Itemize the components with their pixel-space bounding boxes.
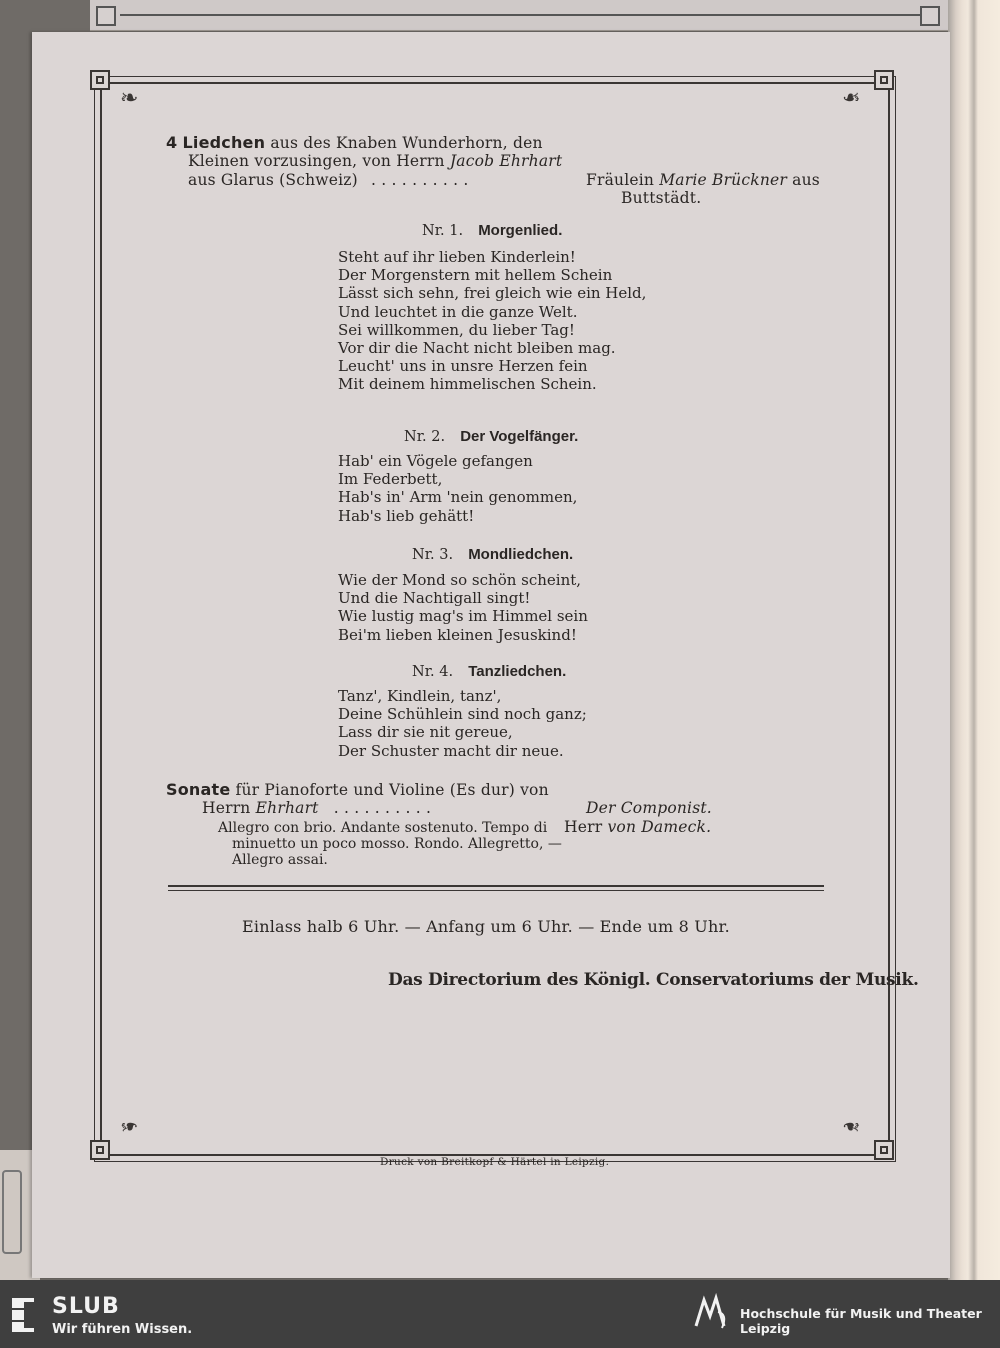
verse-line: Mit deinem himmelischen Schein. (338, 375, 597, 394)
leader-dots: . . . . . . . . . . (371, 171, 469, 189)
frame-scroll-ornament: ❧ (842, 86, 861, 111)
item-liedchen-line3 (188, 171, 468, 189)
performer-name: von Dameck. (607, 818, 712, 836)
verse-line: Hab' ein Vögele gefangen (338, 452, 533, 470)
item-sonate-line1 (166, 780, 549, 799)
composer-name: Ehrhart (255, 799, 319, 817)
page-stack-edge (948, 0, 1000, 1280)
song-title: Mondliedchen. (468, 546, 574, 563)
item-description: Kleinen vorzusingen, von Herrn (188, 152, 445, 170)
verse-line: Der Schuster macht dir neue. (338, 741, 564, 760)
verse-line: Lässt sich sehn, frei gleich wie ein Held, (338, 284, 647, 303)
verse-line: Lass dir sie nit gereue, (338, 723, 513, 742)
frame-scroll-ornament: ❧ (120, 1113, 139, 1138)
performer-name: Marie Brückner (659, 171, 788, 189)
hmt-logo-icon (692, 1292, 732, 1336)
frame-scroll-ornament: ❧ (842, 1113, 861, 1138)
back-page-rule (120, 14, 920, 16)
item-liedchen-line1 (166, 133, 543, 152)
institution-name[interactable]: Hochschule für Musik und Theater Leipzig (740, 1306, 982, 1336)
song-title: Der Vogelfänger. (460, 428, 579, 445)
performer-town: Buttstädt. (621, 189, 702, 207)
binding-ornament (2, 1170, 22, 1254)
song-heading (412, 544, 573, 563)
song-number: Nr. 1. (422, 223, 464, 239)
song-verse (338, 571, 588, 644)
divider-rule (168, 885, 824, 887)
slub-logo-icon (12, 1298, 40, 1332)
slub-tagline: Wir führen Wissen. (52, 1322, 193, 1337)
song-number: Nr. 2. (404, 429, 446, 445)
program-page (32, 32, 950, 1278)
song-heading (412, 661, 566, 680)
song-heading (422, 220, 562, 239)
verse-line: Hab's lieb gehätt! (338, 506, 475, 525)
slub-brand[interactable]: SLUB (52, 1294, 120, 1319)
item-number: 4 (166, 133, 178, 152)
item-sonate-line2 (202, 799, 431, 817)
song-title: Tanzliedchen. (468, 663, 567, 680)
verse-line: Vor dir die Nacht nicht bleiben mag. (338, 339, 616, 358)
movement-line: minuetto un poco mosso. Rondo. Allegretto, — (232, 836, 562, 852)
song-verse (338, 248, 646, 394)
item-description: aus des Knaben Wunderhorn, den (270, 134, 543, 152)
back-page-corner-ornament (96, 6, 116, 26)
verse-line: Tanz', Kindlein, tanz', (338, 687, 502, 705)
footer-bar (0, 1280, 1000, 1348)
item-description: Herrn (202, 799, 251, 817)
song-verse (338, 452, 577, 525)
verse-line: Und leuchtet in die ganze Welt. (338, 302, 578, 321)
verse-line: Der Morgenstern mit hellem Schein (338, 266, 613, 285)
verse-line: Deine Schühlein sind noch ganz; (338, 705, 587, 724)
movement-line: Allegro assai. (232, 852, 328, 868)
performer-title: Fräulein (586, 171, 655, 189)
verse-line: Wie lustig mag's im Himmel sein (338, 607, 588, 626)
back-page-strip (90, 0, 950, 31)
printer-credit: Druck von Breitkopf & Härtel in Leipzig. (380, 1156, 610, 1168)
item-title: Liedchen (182, 133, 266, 152)
event-times: Einlass halb 6 Uhr. — Anfang um 6 Uhr. — Ende um 8 Uhr. (242, 917, 730, 936)
verse-line: Bei'm lieben kleinen Jesuskind! (338, 625, 577, 644)
song-title: Morgenlied. (478, 222, 563, 239)
back-page-corner-ornament (920, 6, 940, 26)
composer-name: Jacob Ehrhart (449, 152, 563, 170)
verse-line: Steht auf ihr lieben Kinderlein! (338, 248, 576, 266)
movement-list (218, 820, 562, 868)
verse-line: Und die Nachtigall singt! (338, 589, 531, 608)
performer-line (564, 818, 711, 836)
verse-line: Leucht' uns in unsre Herzen fein (338, 357, 588, 376)
verse-line: Im Federbett, (338, 470, 443, 489)
item-description: aus Glarus (Schweiz) (188, 171, 358, 189)
movement-line: Allegro con brio. Andante sostenuto. Tempo di (218, 820, 548, 836)
song-number: Nr. 4. (412, 664, 454, 680)
program-content (32, 32, 950, 1278)
verse-line: Wie der Mond so schön scheint, (338, 571, 582, 589)
frame-scroll-ornament: ❧ (120, 86, 139, 111)
performer-line (586, 171, 820, 189)
performer-title: Herr (564, 818, 603, 836)
leader-dots: . . . . . . . . . . (333, 799, 432, 817)
signature-directorium: Das Directorium des Königl. Conservatoriums der Musik. (388, 970, 919, 990)
verse-line: Hab's in' Arm 'nein genommen, (338, 488, 578, 507)
performer-origin: aus (792, 171, 820, 189)
item-liedchen-line2 (188, 152, 562, 170)
performer-name: Der Componist. (586, 799, 712, 817)
song-number: Nr. 3. (412, 547, 454, 563)
song-verse (338, 687, 587, 760)
song-heading (404, 426, 578, 445)
divider-rule (168, 890, 824, 891)
verse-line: Sei willkommen, du lieber Tag! (338, 320, 575, 339)
item-title: Sonate (166, 780, 231, 799)
item-description: für Pianoforte und Violine (Es dur) von (235, 781, 549, 799)
